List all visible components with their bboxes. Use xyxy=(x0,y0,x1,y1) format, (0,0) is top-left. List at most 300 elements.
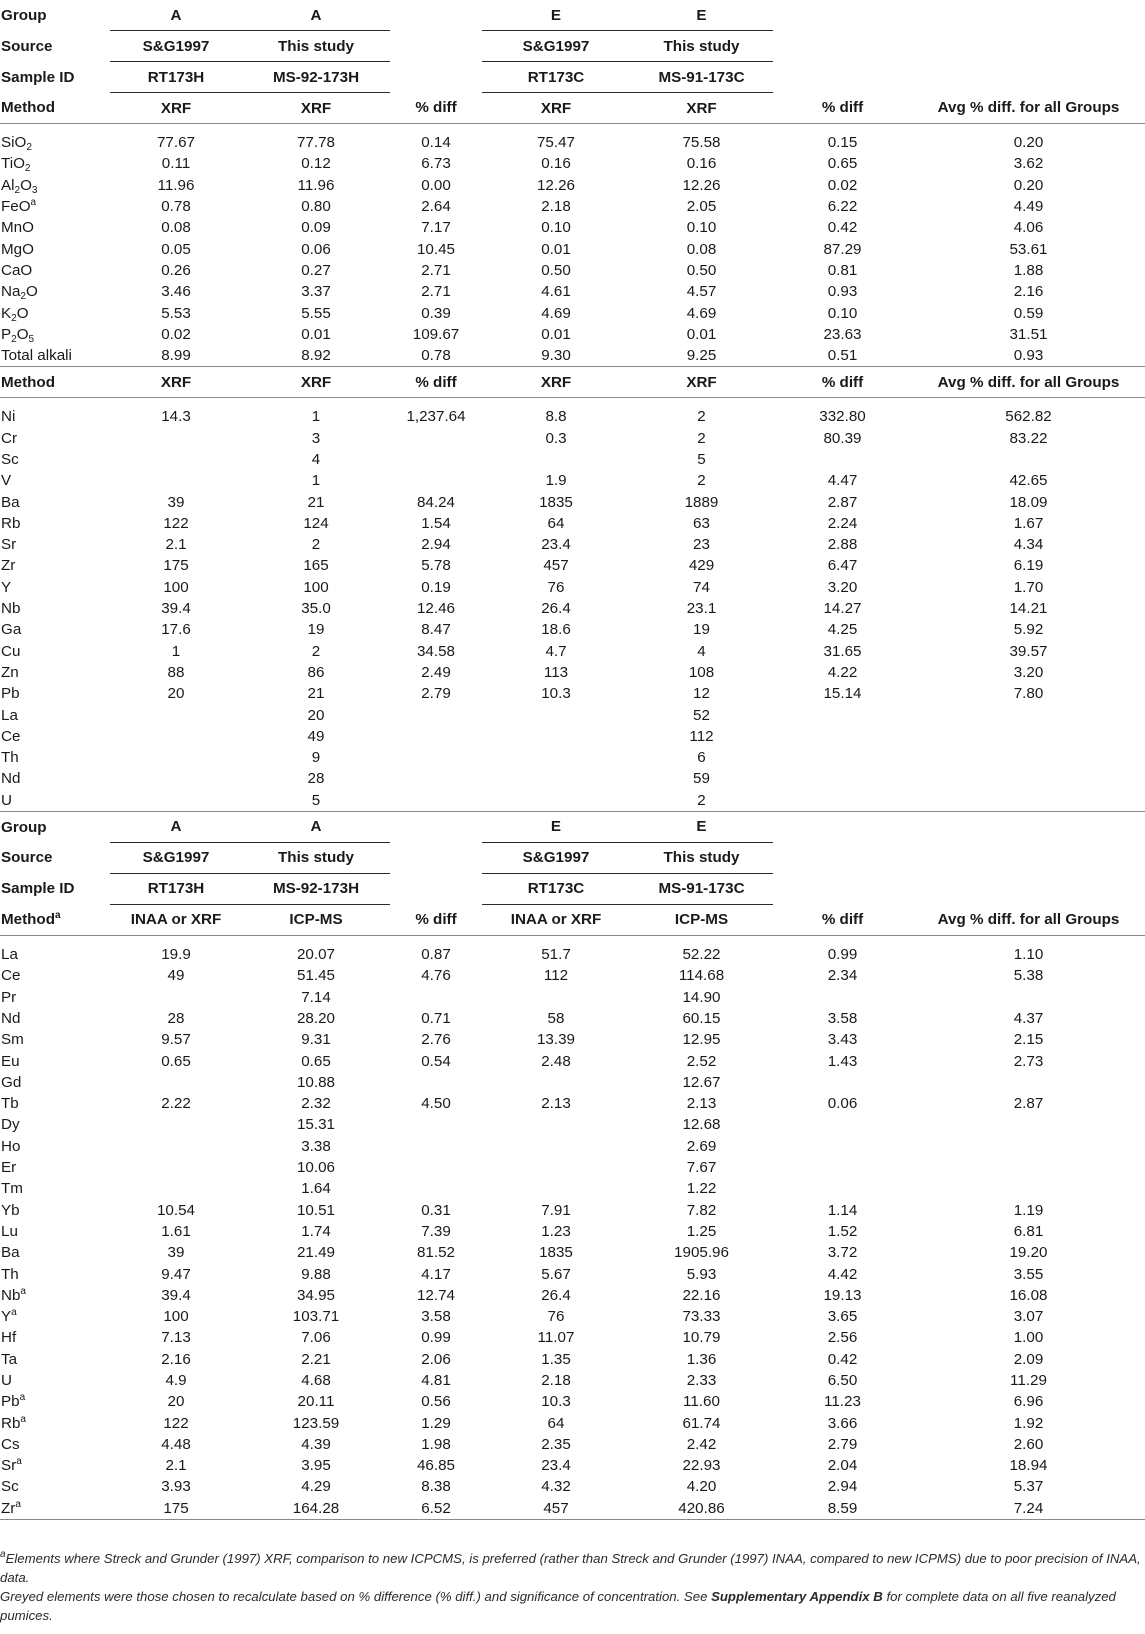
group-row-cell xyxy=(242,811,390,842)
element-name: Hf xyxy=(1,1329,17,1347)
value-cell: 2.52 xyxy=(686,1052,717,1070)
value-cell: 4.61 xyxy=(541,283,571,301)
element-label xyxy=(0,1434,110,1455)
value-cell: 61.74 xyxy=(682,1414,721,1432)
value-cell: 2.18 xyxy=(541,1371,571,1389)
element-label xyxy=(0,1391,110,1412)
value-cell: 1.64 xyxy=(301,1180,331,1198)
element-label xyxy=(0,132,110,153)
method-row-c7: Avg % diff. for all Groups xyxy=(937,99,1120,117)
element-name: V xyxy=(1,472,12,490)
group-row-c5: E xyxy=(696,6,707,24)
value-cell: 20 xyxy=(167,1393,185,1411)
icpms-element-row xyxy=(0,1178,1145,1199)
group-row-cell xyxy=(0,0,110,31)
value-cell: 2.60 xyxy=(1013,1435,1044,1453)
icpms-element-row xyxy=(0,1157,1145,1178)
value-cell: 49 xyxy=(167,967,185,985)
group-row-cell xyxy=(390,0,482,31)
element-name: Nd xyxy=(1,770,21,788)
major-oxide-row xyxy=(0,281,1145,302)
element-subscript: 2 xyxy=(26,142,32,154)
value-cell xyxy=(110,1114,242,1135)
value-cell: 22.16 xyxy=(682,1286,721,1304)
value-cell: 1835 xyxy=(539,1244,573,1262)
sample-id-row-c1: RT173H xyxy=(147,880,205,898)
element-label xyxy=(0,449,110,470)
value-cell: 332.80 xyxy=(819,408,866,426)
value-cell: 113 xyxy=(543,663,569,681)
value-cell: 11.60 xyxy=(683,1393,720,1411)
value-cell xyxy=(912,704,1145,725)
trace-element-row xyxy=(0,662,1145,683)
source-row-cell xyxy=(242,31,390,62)
icpms-element-row xyxy=(0,1093,1145,1114)
value-cell xyxy=(482,1114,630,1135)
element-label xyxy=(0,428,110,449)
value-cell: 0.42 xyxy=(827,1350,858,1368)
value-cell: 3.95 xyxy=(301,1457,331,1475)
value-cell: 2.16 xyxy=(1013,283,1044,301)
value-cell: 28 xyxy=(167,1009,185,1027)
value-cell: 74 xyxy=(693,578,710,596)
value-cell xyxy=(773,704,912,725)
group-row-c2: A xyxy=(310,6,322,24)
element-label xyxy=(0,641,110,662)
value-cell: 429 xyxy=(688,557,715,575)
value-cell: 164.28 xyxy=(242,1498,390,1520)
group-row-cell xyxy=(110,0,242,31)
value-cell: 1.52 xyxy=(827,1222,858,1240)
value-cell: 3.37 xyxy=(301,283,331,301)
value-cell xyxy=(482,747,630,768)
sample-id-row-cell xyxy=(630,873,773,904)
value-cell xyxy=(912,1072,1145,1093)
element-label xyxy=(0,1157,110,1178)
source-row-cell xyxy=(912,842,1145,873)
value-cell: 2.16 xyxy=(161,1350,191,1368)
value-cell: 5.53 xyxy=(161,304,191,322)
value-cell: 1 xyxy=(311,408,321,426)
value-cell: 100 xyxy=(303,578,329,596)
trace-element-row xyxy=(0,491,1145,512)
element-name: CaO xyxy=(1,261,33,279)
value-cell: 6.47 xyxy=(827,557,858,575)
value-cell: 6.50 xyxy=(827,1371,858,1389)
value-cell: 2.22 xyxy=(161,1095,191,1113)
value-cell xyxy=(110,704,242,725)
value-cell: 7.82 xyxy=(686,1201,717,1219)
value-cell: 7.06 xyxy=(301,1329,331,1347)
method-row-cell xyxy=(912,904,1145,935)
value-cell: 1835 xyxy=(539,493,573,511)
value-cell: 8.59 xyxy=(773,1498,912,1520)
sample-id-row-c5: MS-91-173C xyxy=(658,880,745,898)
value-cell: 10.45 xyxy=(416,240,455,258)
method-row-cell xyxy=(110,367,242,398)
trace-element-row xyxy=(0,619,1145,640)
element-label xyxy=(0,1050,110,1071)
value-cell: 10.88 xyxy=(296,1073,335,1091)
element-label xyxy=(0,1455,110,1476)
value-cell: 0.59 xyxy=(1013,304,1044,322)
value-cell: 3.58 xyxy=(827,1009,858,1027)
value-cell: 11.07 xyxy=(537,1329,575,1347)
value-cell xyxy=(390,1157,482,1178)
value-cell: 5.92 xyxy=(1013,621,1044,639)
method-row-cell xyxy=(110,904,242,935)
value-cell: 2.21 xyxy=(301,1350,331,1368)
value-cell: 18.6 xyxy=(541,621,571,639)
value-cell: 19.20 xyxy=(1009,1244,1048,1262)
value-cell: 10.3 xyxy=(541,685,571,703)
value-cell: 6.81 xyxy=(1013,1222,1044,1240)
element-name: Ga xyxy=(1,621,22,639)
source-row-c4: S&G1997 xyxy=(522,37,590,55)
value-cell: 3.07 xyxy=(1013,1308,1044,1326)
source-row-label: Source xyxy=(1,37,53,55)
value-cell: 1.74 xyxy=(301,1222,331,1240)
sample-id-row-cell xyxy=(912,62,1145,93)
value-cell: 39.4 xyxy=(161,1286,191,1304)
value-cell: 3.38 xyxy=(301,1137,331,1155)
element-name: Zr xyxy=(1,557,16,575)
value-cell: 21.49 xyxy=(296,1244,335,1262)
value-cell: 2.13 xyxy=(686,1095,717,1113)
value-cell: 5.55 xyxy=(301,304,331,322)
value-cell: 4.25 xyxy=(827,621,858,639)
value-cell: 2.15 xyxy=(1013,1031,1044,1049)
value-cell: 0.71 xyxy=(421,1009,451,1027)
value-cell: 2.35 xyxy=(541,1435,571,1453)
value-cell: 100 xyxy=(163,1308,189,1326)
value-cell: 63 xyxy=(693,514,710,532)
value-cell: 0.99 xyxy=(421,1329,451,1347)
value-cell: 4.9 xyxy=(165,1371,187,1389)
source-row-label: Source xyxy=(1,849,53,867)
method-row-cell xyxy=(242,367,390,398)
element-name: MnO xyxy=(1,219,34,237)
value-cell: 10.51 xyxy=(296,1201,335,1219)
value-cell: 31.51 xyxy=(1009,325,1048,343)
value-cell: 0.06 xyxy=(301,240,331,258)
value-cell: 2.79 xyxy=(827,1435,858,1453)
element-label xyxy=(0,1242,110,1263)
value-cell: 1.36 xyxy=(686,1350,717,1368)
method-row-cell xyxy=(0,904,110,935)
value-cell: 0.01 xyxy=(686,325,717,343)
sample-id-row xyxy=(0,873,1145,904)
value-cell: 10.54 xyxy=(156,1201,195,1219)
value-cell: 0.56 xyxy=(421,1393,451,1411)
icpms-element-row xyxy=(0,1327,1145,1348)
value-cell: 2.13 xyxy=(541,1095,571,1113)
element-name: Th xyxy=(1,749,19,767)
value-cell: 5.78 xyxy=(421,557,451,575)
group-row-cell xyxy=(242,0,390,31)
value-cell: 2 xyxy=(311,536,321,554)
value-cell xyxy=(482,704,630,725)
value-cell: 64 xyxy=(547,1414,565,1432)
source-row-cell xyxy=(0,842,110,873)
value-cell: 1.88 xyxy=(1013,261,1044,279)
value-cell xyxy=(912,768,1145,789)
element-label xyxy=(0,768,110,789)
row-spacer xyxy=(0,935,1145,944)
value-cell xyxy=(773,449,912,470)
value-cell: 0.06 xyxy=(827,1095,858,1113)
value-cell: 0.10 xyxy=(827,304,858,322)
value-cell: 0.01 xyxy=(301,325,331,343)
source-row-c1: S&G1997 xyxy=(142,849,210,867)
value-cell xyxy=(390,1136,482,1157)
value-cell xyxy=(773,726,912,747)
value-cell xyxy=(110,449,242,470)
source-row-cell xyxy=(630,842,773,873)
value-cell: 28 xyxy=(307,770,325,788)
element-label xyxy=(0,987,110,1008)
element-name: Nd xyxy=(1,1009,21,1027)
value-cell: 28.20 xyxy=(296,1009,335,1027)
method-row-cell xyxy=(242,93,390,124)
value-cell xyxy=(773,987,912,1008)
sample-id-row-cell xyxy=(630,62,773,93)
value-cell: 7.39 xyxy=(421,1222,451,1240)
value-cell: 0.01 xyxy=(541,240,571,258)
value-cell: 4 xyxy=(311,451,321,468)
source-row xyxy=(0,842,1145,873)
method-row-c3: % diff xyxy=(415,99,457,117)
value-cell: 0.93 xyxy=(827,283,858,301)
value-cell xyxy=(390,428,482,449)
element-name: FeO xyxy=(1,198,31,216)
value-cell: 10.3 xyxy=(541,1393,571,1411)
group-row-cell xyxy=(912,0,1145,31)
value-cell: 0.00 xyxy=(421,176,451,194)
value-cell: 7.91 xyxy=(541,1201,571,1219)
method-row-cell xyxy=(390,904,482,935)
value-cell: 4.49 xyxy=(1013,198,1044,216)
method-row-cell xyxy=(630,904,773,935)
trace-element-row xyxy=(0,704,1145,725)
value-cell xyxy=(390,747,482,768)
sample-id-row-label: Sample ID xyxy=(1,68,75,86)
major-oxide-row xyxy=(0,196,1145,217)
value-cell: 2.56 xyxy=(827,1329,858,1347)
value-cell: 26.4 xyxy=(541,1286,571,1304)
element-name: TiO xyxy=(1,155,25,173)
major-oxide-row xyxy=(0,175,1145,196)
value-cell: 4.20 xyxy=(686,1478,717,1496)
method-row-c2: XRF xyxy=(300,99,332,117)
value-cell: 3.93 xyxy=(161,1478,191,1496)
method-row-cell xyxy=(482,904,630,935)
value-cell: 2.1 xyxy=(165,1457,187,1475)
value-cell: 0.78 xyxy=(390,345,482,367)
method-row-c5: XRF xyxy=(686,373,717,391)
element-name: Sm xyxy=(1,1031,24,1049)
icpms-element-row xyxy=(0,1476,1145,1497)
value-cell: 457 xyxy=(543,557,569,575)
value-cell: 0.08 xyxy=(686,240,717,258)
value-cell: 4.7 xyxy=(545,642,567,660)
value-cell xyxy=(482,726,630,747)
element-label xyxy=(0,217,110,238)
value-cell: 0.02 xyxy=(161,325,191,343)
method-row-c2: ICP-MS xyxy=(289,911,343,929)
element-subscript: 2 xyxy=(11,312,17,324)
element-label xyxy=(0,1412,110,1433)
value-cell xyxy=(773,790,912,812)
element-label xyxy=(0,302,110,323)
value-cell xyxy=(110,790,242,812)
value-cell: 16.08 xyxy=(1009,1286,1048,1304)
value-cell: 46.85 xyxy=(416,1457,455,1475)
element-name-part: O xyxy=(20,176,32,194)
value-cell: 2.34 xyxy=(827,967,858,985)
element-name: K xyxy=(1,304,12,322)
value-cell: 15.14 xyxy=(823,685,862,703)
value-cell: 12.74 xyxy=(416,1286,455,1304)
method-row-cell xyxy=(0,367,110,398)
value-cell: 6.96 xyxy=(1013,1393,1044,1411)
icpms-element-row xyxy=(0,965,1145,986)
source-row-c2: This study xyxy=(278,849,354,867)
element-label xyxy=(0,491,110,512)
value-cell: 4.48 xyxy=(161,1435,191,1453)
value-cell: 7.17 xyxy=(421,219,451,237)
value-cell: 1.14 xyxy=(827,1201,858,1219)
method-row-c4: XRF xyxy=(540,99,572,117)
value-cell: 2.88 xyxy=(827,536,858,554)
sample-id-row-label: Sample ID xyxy=(1,880,75,898)
element-label xyxy=(0,238,110,259)
value-cell: 1.67 xyxy=(1013,514,1044,532)
icpms-element-row xyxy=(0,1114,1145,1135)
element-footnote-mark: a xyxy=(16,1456,22,1468)
value-cell: 2.94 xyxy=(827,1478,858,1496)
value-cell: 18.09 xyxy=(1009,493,1048,511)
value-cell: 0.19 xyxy=(421,578,451,596)
value-cell xyxy=(390,1178,482,1199)
element-name: Nb xyxy=(1,1286,21,1304)
value-cell: 35.0 xyxy=(301,600,331,618)
value-cell: 77.78 xyxy=(296,134,335,152)
element-name: Th xyxy=(1,1265,19,1283)
element-footnote-mark: a xyxy=(20,1285,26,1297)
value-cell xyxy=(912,1157,1145,1178)
sample-id-row-c4: RT173C xyxy=(527,880,585,898)
value-cell xyxy=(110,1157,242,1178)
element-name: U xyxy=(1,1371,12,1389)
value-cell: 1.43 xyxy=(827,1052,858,1070)
icpms-element-row xyxy=(0,1285,1145,1306)
value-cell: 8.38 xyxy=(421,1478,451,1496)
value-cell: 0.26 xyxy=(161,261,191,279)
element-label xyxy=(0,281,110,302)
value-cell: 100 xyxy=(163,578,189,596)
value-cell: 5 xyxy=(697,451,706,468)
group-row-cell xyxy=(773,0,912,31)
value-cell xyxy=(482,790,630,812)
value-cell: 17.6 xyxy=(161,621,191,639)
value-cell: 7.67 xyxy=(686,1159,717,1177)
element-label xyxy=(0,1327,110,1348)
value-cell: 0.12 xyxy=(301,155,331,173)
value-cell xyxy=(482,987,630,1008)
value-cell: 3 xyxy=(311,429,321,447)
value-cell: 52.22 xyxy=(682,946,721,964)
sample-id-row-cell xyxy=(773,873,912,904)
value-cell: 7.80 xyxy=(1013,685,1044,703)
method-row-c1: XRF xyxy=(160,373,192,391)
element-footnote-mark: a xyxy=(20,1413,26,1425)
group-row-cell xyxy=(390,811,482,842)
value-cell xyxy=(912,726,1145,747)
sample-id-row-cell xyxy=(482,873,630,904)
element-name: U xyxy=(1,791,12,809)
element-name: Dy xyxy=(1,1116,20,1134)
value-cell: 14.21 xyxy=(1009,600,1048,618)
trace-element-row xyxy=(0,790,1145,812)
value-cell: 87.29 xyxy=(823,240,862,258)
value-cell: 9.25 xyxy=(630,345,773,367)
element-label xyxy=(0,345,110,367)
element-label xyxy=(0,577,110,598)
value-cell: 2.18 xyxy=(541,198,571,216)
element-name: Ba xyxy=(1,493,20,511)
trace-element-row xyxy=(0,683,1145,704)
value-cell: 6.52 xyxy=(390,1498,482,1520)
value-cell: 75.47 xyxy=(536,134,575,152)
element-name: Pb xyxy=(1,1393,20,1411)
value-cell xyxy=(773,1178,912,1199)
element-name: La xyxy=(1,706,18,724)
value-cell: 0.02 xyxy=(827,176,858,194)
element-label xyxy=(0,1136,110,1157)
icpms-element-row xyxy=(0,1029,1145,1050)
element-footnote-mark: a xyxy=(30,197,37,209)
major-oxide-row xyxy=(0,324,1145,345)
sample-id-row-c1: RT173H xyxy=(147,68,205,86)
element-name: Cu xyxy=(1,642,21,660)
group-row-cell xyxy=(630,0,773,31)
method-row-cell xyxy=(773,904,912,935)
group-row-cell xyxy=(773,811,912,842)
element-name: Cr xyxy=(1,429,18,447)
value-cell: 8.92 xyxy=(242,345,390,367)
value-cell: 20 xyxy=(167,685,185,703)
value-cell: 12.67 xyxy=(682,1073,721,1091)
element-footnote-mark: a xyxy=(19,1392,26,1404)
value-cell: 77.67 xyxy=(156,134,195,152)
element-subscript: 2 xyxy=(20,291,26,303)
value-cell: 76 xyxy=(547,578,565,596)
element-name: Sr xyxy=(1,536,17,554)
value-cell: 2.73 xyxy=(1013,1052,1044,1070)
value-cell xyxy=(773,747,912,768)
icpms-element-row xyxy=(0,1455,1145,1476)
icpms-element-row xyxy=(0,1199,1145,1220)
element-label xyxy=(0,790,110,812)
value-cell: 1.00 xyxy=(1013,1329,1044,1347)
element-subscript: 2 xyxy=(24,163,31,175)
sample-id-row-cell xyxy=(390,62,482,93)
value-cell: 2.48 xyxy=(541,1052,571,1070)
value-cell: 12 xyxy=(693,685,710,703)
value-cell: 9.30 xyxy=(482,345,630,367)
value-cell: 1.10 xyxy=(1013,946,1044,964)
